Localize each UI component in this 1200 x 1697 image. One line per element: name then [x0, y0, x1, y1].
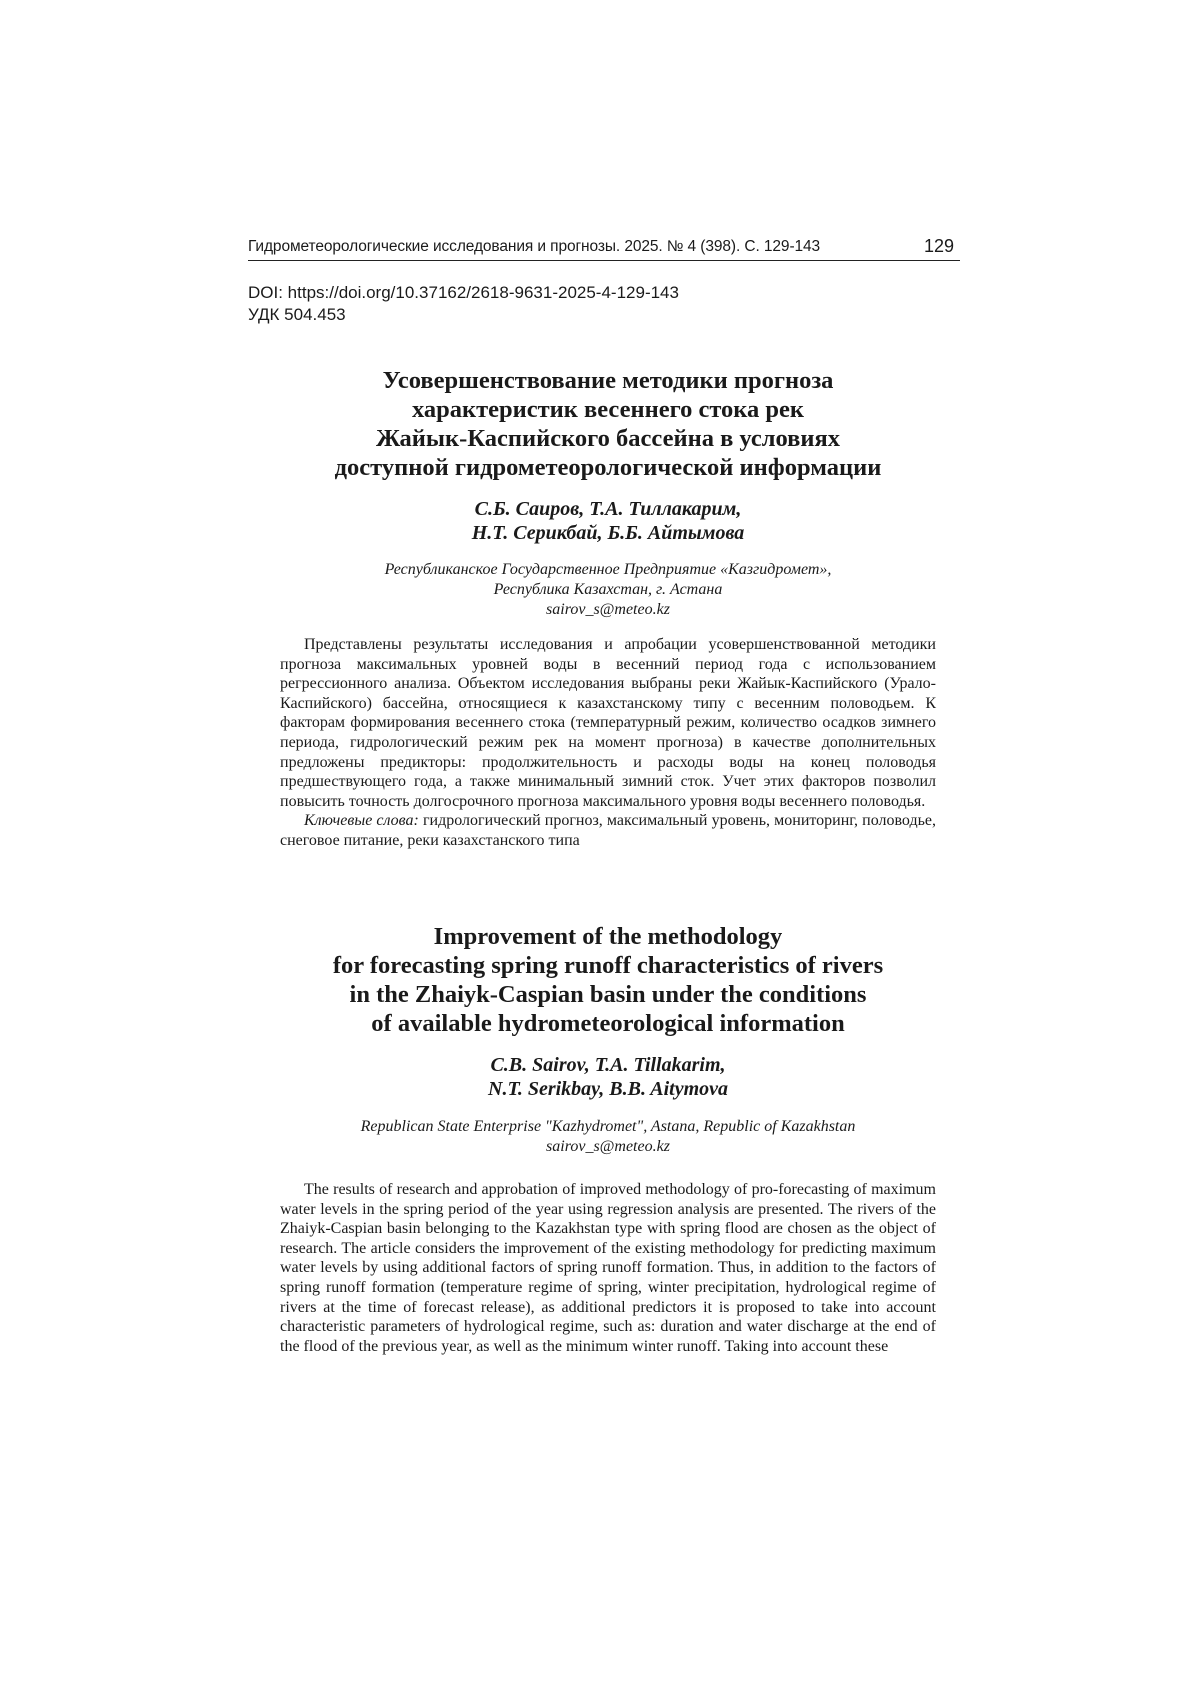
en-title	[280, 922, 936, 1038]
ru-keywords	[280, 811, 936, 850]
identifiers	[248, 282, 960, 326]
ru-authors-line: С.Б. Саиров, Т.А. Тиллакарим,	[474, 498, 742, 520]
en-email[interactable]: sairov_s@meteo.kz	[546, 1138, 670, 1155]
ru-authors-line: Н.Т. Серикбай, Б.Б. Айтымова	[471, 522, 745, 544]
ru-abstract	[280, 635, 936, 851]
en-authors-line: N.T. Serikbay, B.B. Aitymova	[488, 1078, 728, 1100]
en-title-line: of available hydrometeorological information	[371, 1010, 845, 1037]
en-title-line: in the Zhaiyk-Caspian basin under the conditions	[349, 981, 867, 1008]
page-number: 129	[923, 236, 954, 256]
en-affiliation-line: Republican State Enterprise "Kazhydromet", Astana, Republic of Kazakhstan	[360, 1118, 856, 1135]
en-authors-line: C.B. Sairov, T.A. Tillakarim,	[490, 1054, 726, 1076]
ru-title-line: Усовершенствование методики прогноза	[382, 367, 834, 394]
ru-title-line: доступной гидрометеорологической информации	[334, 454, 882, 481]
en-abstract-text: The results of research and approbation of improved methodology of pro-forecasting of maximum water levels in the spring period of the year using regression analysis are presented. The rivers of the Zhaiyk-Caspian basin belonging to the Kazakhstan type with spring flood are chosen as the object of research. The article considers the improvement of the existing methodology for predicting maximum water levels by using additional factors of spring runoff formation. Thus, in addition to the factors of spring runoff formation (temperature regime of spring, winter precipitation, hydrological regime of rivers at the time of forecast release), as additional predictors it is proposed to take into account characteristic parameters of hydrological regime, such as: duration and water discharge at the end of the flood of the previous year, as well as the minimum winter runoff. Taking into account these	[280, 1181, 936, 1355]
en-title-line: for forecasting spring runoff characteristics of rivers	[332, 952, 884, 979]
en-title-line: Improvement of the methodology	[433, 923, 783, 950]
ru-title-line: характеристик весеннего стока рек	[411, 396, 805, 423]
ru-title	[280, 366, 936, 482]
ru-affiliation-line: Республика Казахстан, г. Астана	[493, 581, 723, 598]
ru-affiliation-line: Республиканское Государственное Предприятие «Казгидромет»,	[384, 561, 832, 578]
ru-email[interactable]: sairov_s@meteo.kz	[546, 601, 670, 618]
ru-title-line: Жайык-Каспийского бассейна в условиях	[375, 425, 841, 452]
doi-link[interactable]: DOI: https://doi.org/10.37162/2618-9631-2025-4-129-143	[248, 283, 679, 302]
ru-keywords-list: гидрологический прогноз, максимальный уровень, мониторинг, половодье, снеговое питание, реки казахстанского типа	[280, 812, 937, 849]
udc-code: УДК 504.453	[248, 305, 346, 324]
en-abstract	[280, 1180, 936, 1356]
ru-affiliation	[280, 560, 936, 620]
en-affiliation	[280, 1117, 936, 1157]
journal-reference: Гидрометеорологические исследования и прогнозы. 2025. № 4 (398). С. 129-143	[248, 238, 821, 255]
ru-keywords-label: Ключевые слова:	[304, 812, 419, 830]
ru-authors	[280, 497, 936, 545]
en-authors	[280, 1053, 936, 1101]
ru-abstract-text: Представлены результаты исследования и апробации усовершенствованной методики прогноза максимальных уровней воды в весенний период года с использованием регрессионного анализа. Объектом исследования выбраны реки Жайык-Каспийского (Урало-Каспийского) бассейна, относящиеся к казахстанскому типу с весенним половодьем. К факторам формирования весеннего стока (температурный режим, количество осадков зимнего периода, гидрологический режим рек на момент прогноза) в качестве дополнительных предложены предикторы: продолжительность и расходы воды на конец половодья предшествующего года, а также минимальный зимний сток. Учет этих факторов позволил повысить точность долгосрочного прогноза максимального уровня воды весеннего половодья.	[280, 636, 936, 810]
running-header	[248, 236, 960, 261]
